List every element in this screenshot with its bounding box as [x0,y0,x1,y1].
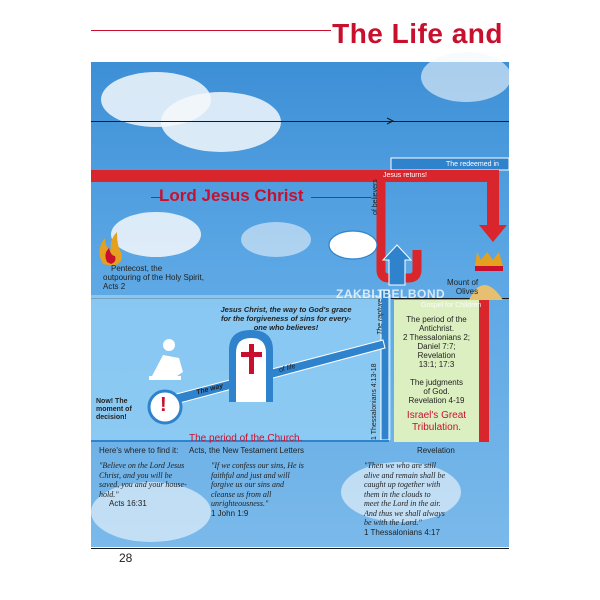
quote-line: "Then we who are still [364,461,436,470]
quote-acts [99,461,214,509]
quote-line: "If we confess our sins, He is [211,461,304,470]
tribulation-bar [479,300,489,442]
antichrist-line: Antichrist. [418,324,455,333]
banner-rule-right [311,197,371,198]
quote-john [211,461,341,518]
quote-line: alive and remain shall be [364,470,446,480]
pentecost-line: Pentecost, the [111,264,163,273]
quote-line: caught up together with [364,480,441,489]
decision-line: moment of [96,406,132,413]
page-number: 28 [119,551,133,565]
quote-line: faithful and just and will [211,470,290,480]
rapture-label: The rapture [377,298,384,335]
redeemed-label: The redeemed in [446,161,499,168]
quote-line: unrighteousness." [211,499,269,508]
church-refs: Acts, the New Testament Letters [189,446,305,455]
arrow-marker [387,118,393,124]
exclamation-icon: ! [160,394,167,416]
quote-line: And thus we shall always [364,508,445,518]
quote-line: saved, you and your house- [99,480,187,489]
watermark-sub: Gospel for Children [421,302,482,309]
judgments-line: Revelation 4-19 [408,396,465,405]
quote-line: hold." [99,489,119,499]
watermark-brand: ZAKBIJBELBOND [336,287,446,301]
rapture-cloud [329,231,377,259]
quote-line: cleanse us from all [211,489,272,499]
judgments-line: of God. [423,387,450,396]
the-way-label: The way [195,382,225,397]
thess-vertical-ref: 1 Thessalonians 4:13-18 [371,363,378,440]
antichrist-line: Daniel 7:7; [417,342,456,351]
judgments-line: The judgments [410,378,463,387]
tribulation-ref: Revelation [417,446,455,455]
antichrist-line: Revelation [417,351,456,360]
page [91,0,509,600]
pentecost-line: Acts 2 [103,282,126,291]
pentecost-text [103,264,223,291]
church-title: The period of the Church. [189,433,303,444]
decision-line: decision! [96,414,127,421]
tribulation-line: Tribulation. [411,422,462,433]
pentecost-line: outpouring of the Holy Spirit, [103,273,204,282]
antichrist-line: The period of the [406,315,467,324]
return-arrow [479,176,507,242]
quote-thessalonians [364,461,484,537]
mount-label [447,278,478,296]
mount-line: Mount of [447,278,479,287]
jesus-timeline-bar [91,170,499,182]
decision-line: Now! The [96,398,128,405]
mount-line: Olives [455,287,479,296]
quote-line: "Believe on the Lord Jesus [99,461,185,470]
quote-line: Christ, and you will be [99,470,173,480]
of-life-label: of life [278,362,297,375]
judgments-text [394,378,479,405]
footer-rule [91,548,509,549]
cross-tombstone [229,330,273,402]
quote-line: forgive us our sins and [211,480,285,489]
quote-ref: Acts 16:31 [109,499,147,508]
flame-icon [99,232,122,266]
quote-line: them in the clouds to [364,489,431,499]
praying-figure [149,339,183,380]
grace-line: Jesus Christ, the way to God's grace [220,305,352,314]
grace-line: one who believes! [253,323,319,332]
grace-text [201,305,371,332]
tribulation-line: Israel's Great [406,410,467,421]
tribulation-text [394,410,479,434]
grace-line: for the forgiveness of sins for every- [220,314,352,323]
footer-area [91,547,509,600]
of-believers-label: of believers [372,179,379,215]
quote-ref: 1 John 1:9 [211,508,249,518]
crown-icon [475,252,503,271]
quote-line: meet the Lord in the air. [364,499,441,508]
quote-line: be with the Lord." [364,518,422,527]
page-title: The Life and [332,18,503,49]
church-where: Here's where to find it: [99,446,179,455]
antichrist-line: 2 Thessalonians 2; [402,333,470,342]
quote-ref: 1 Thessalonians 4:17 [364,527,440,537]
banner-label: Lord Jesus Christ [159,186,304,205]
antichrist-line: 13:1; 17:3 [418,360,455,369]
decision-label [96,398,132,422]
antichrist-text [394,315,479,369]
jesus-returns-label: Jesus returns! [383,172,427,179]
